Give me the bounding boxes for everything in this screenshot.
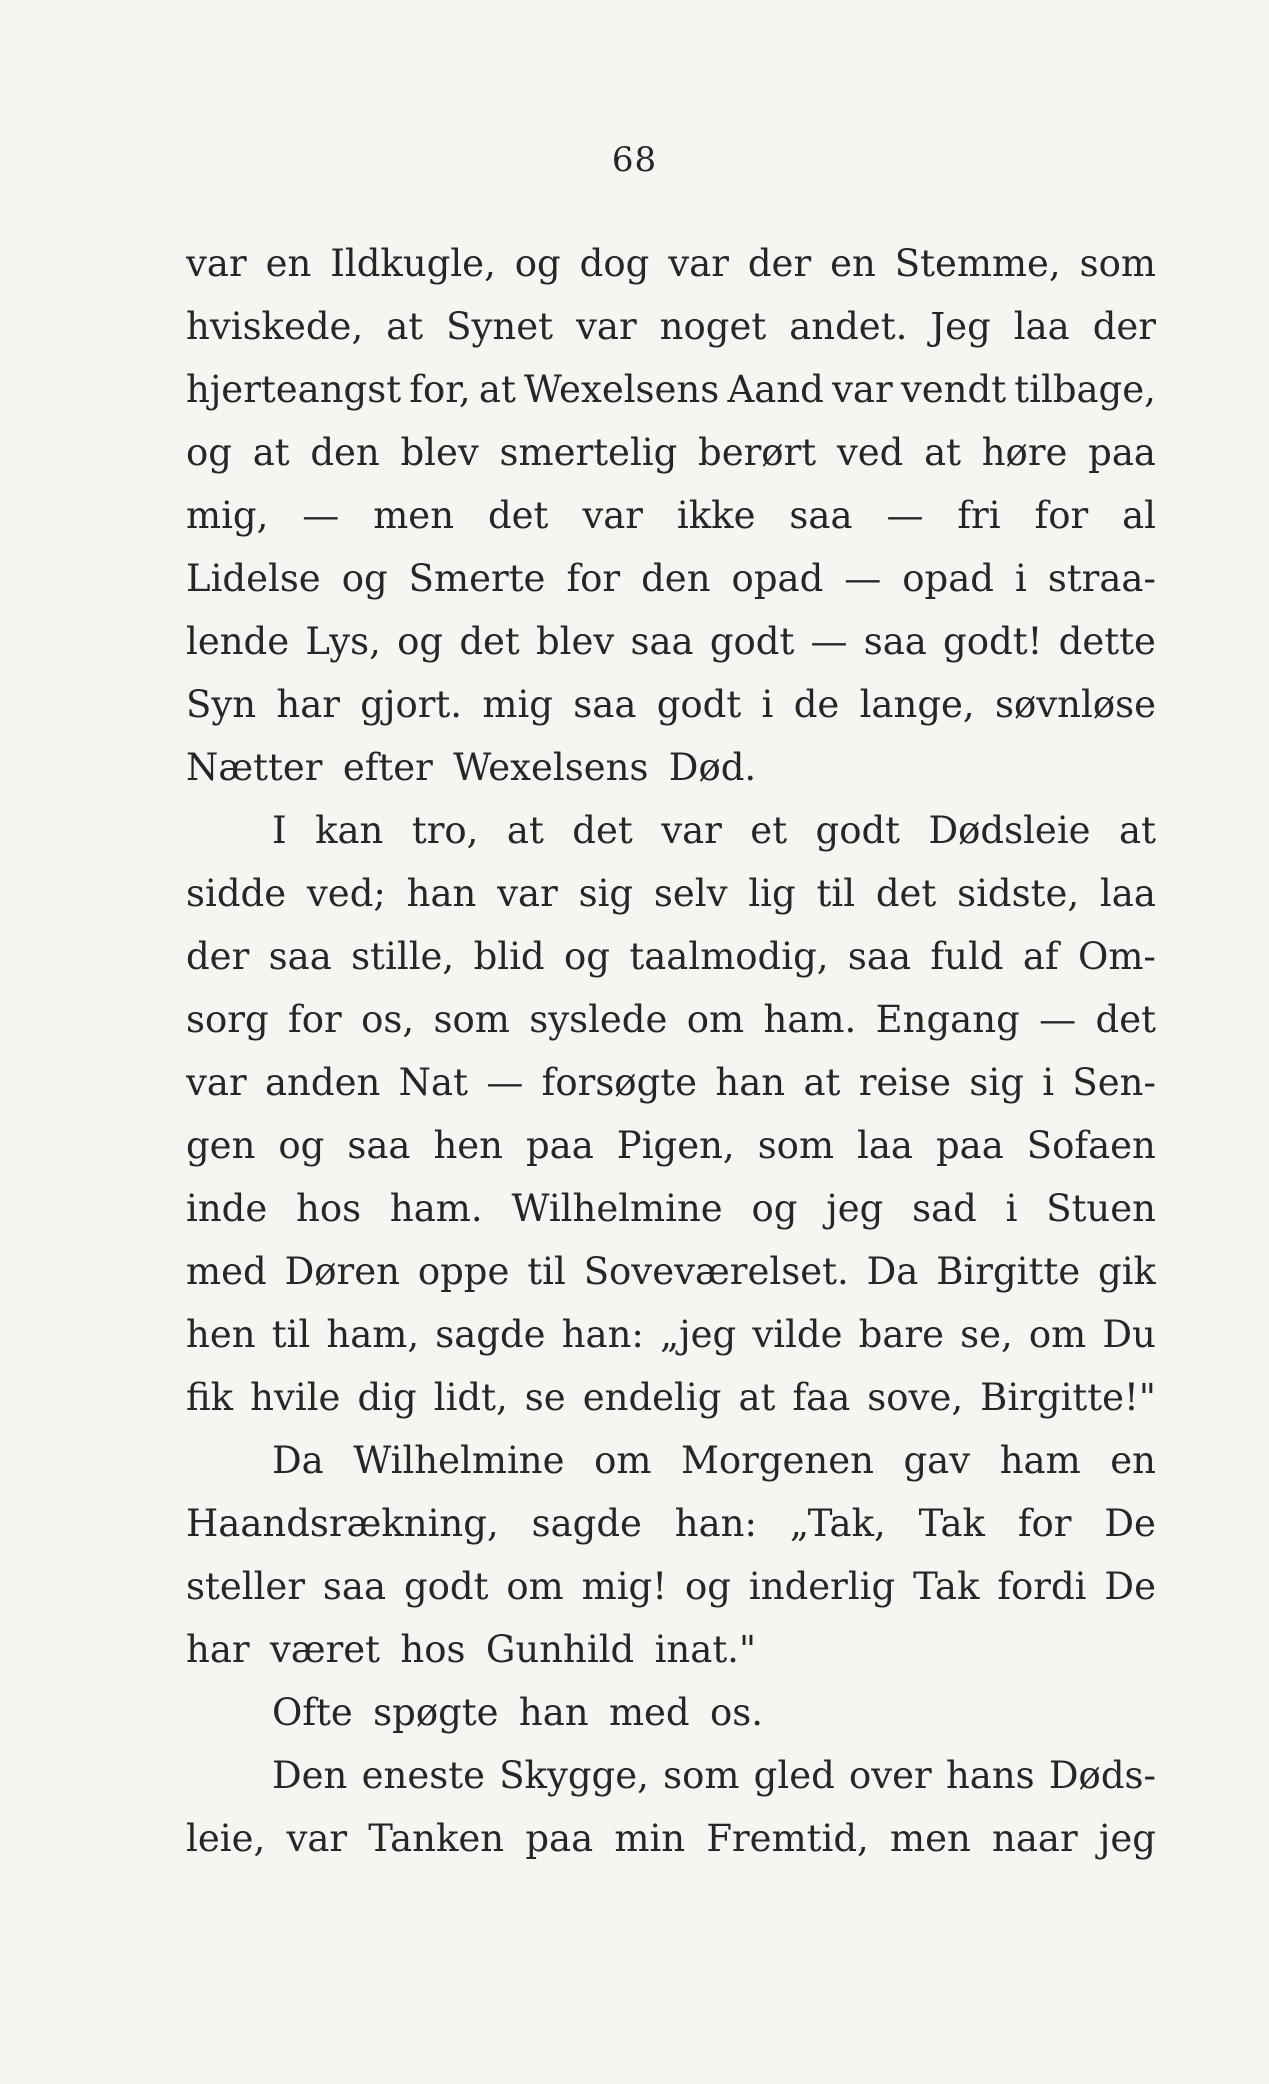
- text-line: [186, 1303, 1156, 1366]
- word: og: [685, 1565, 731, 1608]
- word: det: [1095, 998, 1156, 1041]
- word: men: [890, 1817, 971, 1860]
- word: den: [641, 557, 711, 600]
- word: ham.: [763, 998, 857, 1041]
- word: Nætter: [186, 746, 323, 789]
- word: se: [524, 1376, 566, 1419]
- word: leie,: [186, 1817, 266, 1860]
- word: Morgenen: [680, 1439, 874, 1482]
- word: var: [668, 242, 729, 285]
- word: og: [564, 935, 610, 978]
- word: Dødsleie: [928, 809, 1091, 852]
- word: Sen-: [1072, 1061, 1156, 1104]
- text-line: [186, 547, 1156, 610]
- word: det: [459, 620, 520, 663]
- word: mig!: [581, 1565, 668, 1608]
- word: fik: [186, 1376, 234, 1419]
- word: sagde: [435, 1313, 546, 1356]
- word: sig: [578, 872, 634, 915]
- word: reise: [858, 1061, 952, 1104]
- text-line: [186, 736, 1156, 799]
- word: Tak: [918, 1502, 985, 1545]
- text-line: [186, 1492, 1156, 1555]
- word: som: [433, 998, 510, 1041]
- word: høre: [981, 431, 1068, 474]
- word: for: [288, 998, 342, 1041]
- word: andet.: [789, 305, 908, 348]
- word: at: [478, 368, 516, 411]
- word: Wilhelmine: [511, 1187, 723, 1230]
- word: laa: [1099, 872, 1156, 915]
- word: Tak: [913, 1565, 980, 1608]
- word: Synet: [446, 305, 554, 348]
- word: var: [186, 242, 247, 285]
- word: lange,: [859, 683, 975, 726]
- word: Nat: [398, 1061, 468, 1104]
- word: og: [186, 431, 232, 474]
- word: godt: [709, 620, 795, 663]
- word: paa: [526, 1124, 594, 1167]
- word: i: [1014, 557, 1027, 600]
- word: saa: [863, 620, 927, 663]
- word: hviskede,: [186, 305, 364, 348]
- word: Pigen,: [616, 1124, 735, 1167]
- word: —: [1039, 998, 1077, 1041]
- text-line: [186, 358, 1156, 421]
- word: oppe: [417, 1250, 510, 1293]
- word: at: [738, 1376, 776, 1419]
- word: Haandsrækning,: [186, 1502, 499, 1545]
- word: straa-: [1047, 557, 1156, 600]
- word: laa: [1013, 305, 1070, 348]
- word: søvnløse: [994, 683, 1156, 726]
- text-line: [186, 673, 1156, 736]
- word: dog: [579, 242, 650, 285]
- word: ved: [836, 431, 904, 474]
- word: —: [886, 494, 924, 537]
- word: taalmodig,: [629, 935, 829, 978]
- text-line: [186, 295, 1156, 358]
- text-line: [186, 1555, 1156, 1618]
- word: ikke: [676, 494, 756, 537]
- word: sove,: [867, 1376, 964, 1419]
- word: han: [406, 872, 477, 915]
- word: sig: [969, 1061, 1024, 1104]
- word: var: [582, 494, 643, 537]
- word: Du: [1102, 1313, 1156, 1356]
- word: Død.: [668, 746, 757, 789]
- word: ved;: [306, 872, 386, 915]
- word: vilde: [752, 1313, 843, 1356]
- word: der: [747, 242, 812, 285]
- word: han:: [674, 1502, 757, 1545]
- word: opad: [902, 557, 994, 600]
- word: var: [497, 872, 558, 915]
- word: en: [265, 242, 312, 285]
- word: gen: [186, 1124, 256, 1167]
- word: som: [757, 1124, 835, 1167]
- word: Wexelsens: [524, 368, 720, 411]
- word: De: [1104, 1502, 1156, 1545]
- word: noget: [659, 305, 767, 348]
- word: ham: [999, 1439, 1081, 1482]
- word: hans: [945, 1754, 1035, 1797]
- word: Døds-: [1048, 1754, 1156, 1797]
- word: og: [341, 557, 388, 600]
- word: saa: [268, 935, 332, 978]
- word: —: [486, 1061, 524, 1104]
- word: han: [518, 1691, 589, 1734]
- word: inderlig: [748, 1565, 896, 1608]
- word: Smerte: [408, 557, 546, 600]
- word: at: [252, 431, 290, 474]
- word: Aand: [727, 368, 824, 411]
- word: over: [848, 1754, 932, 1797]
- word: sorg: [186, 998, 269, 1041]
- word: laa: [857, 1124, 913, 1167]
- word: saa: [630, 620, 694, 663]
- word: hos: [296, 1187, 362, 1230]
- word: dig: [357, 1376, 417, 1419]
- word: Ildkugle,: [330, 242, 496, 285]
- text-line: [186, 925, 1156, 988]
- word: smertelig: [499, 431, 678, 474]
- word: var: [286, 1817, 348, 1860]
- word: blev: [400, 431, 479, 474]
- word: steller: [186, 1565, 306, 1608]
- word: fri: [957, 494, 1001, 537]
- word: os,: [361, 998, 415, 1041]
- word: selv: [653, 872, 728, 915]
- word: bare: [858, 1313, 944, 1356]
- word: saa: [847, 935, 912, 978]
- word: godt: [656, 683, 742, 726]
- word: der: [1092, 305, 1156, 348]
- word: og: [514, 242, 561, 285]
- word: han: [715, 1061, 786, 1104]
- word: spøgte: [373, 1691, 499, 1734]
- word: Birgitte!": [980, 1376, 1156, 1419]
- word: det: [875, 872, 937, 915]
- word: —: [302, 494, 340, 537]
- word: inde: [186, 1187, 268, 1230]
- word: Stuen: [1046, 1187, 1156, 1230]
- word: hvile: [250, 1376, 341, 1419]
- word: og: [278, 1124, 325, 1167]
- text-line: [186, 1240, 1156, 1303]
- word: for: [1017, 1502, 1072, 1545]
- word: Syn: [186, 683, 257, 726]
- word: fuld: [930, 935, 1004, 978]
- text-line: [186, 484, 1156, 547]
- word: Soveværelset.: [583, 1250, 849, 1293]
- word: forsøgte: [541, 1061, 698, 1104]
- word: Lidelse: [186, 557, 321, 600]
- word: var: [576, 305, 637, 348]
- word: der: [186, 935, 250, 978]
- word: sidste,: [957, 872, 1080, 915]
- word: tilbage,: [1014, 368, 1156, 411]
- text-line: [186, 421, 1156, 484]
- word: anden: [265, 1061, 381, 1104]
- word: Da: [866, 1250, 919, 1293]
- word: et: [750, 809, 788, 852]
- word: var: [832, 368, 893, 411]
- word: lende: [186, 620, 290, 663]
- word: Lys,: [305, 620, 381, 663]
- word: mig: [482, 683, 553, 726]
- word: Om-: [1078, 935, 1156, 978]
- word: med: [608, 1691, 690, 1734]
- word: saa: [789, 494, 853, 537]
- word: gjort.: [360, 683, 463, 726]
- word: saa: [573, 683, 637, 726]
- word: tro,: [411, 809, 479, 852]
- text-line: [186, 862, 1156, 925]
- word: af: [1022, 935, 1059, 978]
- word: lig: [748, 872, 796, 915]
- word: sad: [912, 1187, 977, 1230]
- word: Engang: [875, 998, 1020, 1041]
- word: godt: [403, 1565, 489, 1608]
- word: hen: [186, 1313, 256, 1356]
- text-line: [186, 232, 1156, 295]
- word: ham,: [326, 1313, 420, 1356]
- word: syslede: [529, 998, 668, 1041]
- word: godt!: [943, 620, 1043, 663]
- word: at: [803, 1061, 841, 1104]
- word: lidt,: [433, 1376, 508, 1419]
- word: han:: [561, 1313, 644, 1356]
- word: en: [830, 242, 876, 285]
- text-line: [186, 1366, 1156, 1429]
- word: men: [373, 494, 455, 537]
- word: med: [186, 1250, 267, 1293]
- word: paa: [935, 1124, 1004, 1167]
- word: gav: [903, 1439, 971, 1482]
- word: Wexelsens: [453, 746, 649, 789]
- word: for,: [409, 368, 471, 411]
- word: Den: [272, 1754, 348, 1797]
- word: inat.": [654, 1628, 756, 1671]
- word: Tanken: [368, 1817, 505, 1860]
- page-number: 68: [611, 140, 658, 180]
- word: til: [527, 1250, 566, 1293]
- text-line: [186, 1744, 1156, 1807]
- word: Jeg: [930, 305, 991, 348]
- word: naar: [992, 1817, 1078, 1860]
- word: Stemme,: [894, 242, 1061, 285]
- word: det: [572, 809, 633, 852]
- word: I: [272, 809, 287, 852]
- word: —: [844, 557, 882, 600]
- word: en: [1110, 1439, 1156, 1482]
- word: hjerteangst: [186, 368, 402, 411]
- word: at: [386, 305, 424, 348]
- word: endelig: [582, 1376, 722, 1419]
- word: stille,: [351, 935, 455, 978]
- word: som: [663, 1754, 740, 1797]
- word: som: [1079, 242, 1156, 285]
- word: saa: [347, 1124, 411, 1167]
- word: faa: [792, 1376, 851, 1419]
- text-line: [186, 799, 1156, 862]
- word: den: [310, 431, 380, 474]
- text-line: [186, 1618, 1156, 1681]
- word: at: [924, 431, 961, 474]
- word: har: [276, 683, 340, 726]
- word: jeg: [826, 1187, 884, 1230]
- body-text: [186, 232, 1156, 1870]
- word: Sofaen: [1026, 1124, 1156, 1167]
- text-line: [186, 1429, 1156, 1492]
- word: vendt: [900, 368, 1007, 411]
- word: Skygge,: [499, 1754, 649, 1797]
- word: Wilhelmine: [353, 1439, 565, 1482]
- word: se,: [960, 1313, 1013, 1356]
- word: hos: [400, 1628, 466, 1671]
- word: sagde: [531, 1502, 642, 1545]
- word: i: [761, 683, 774, 726]
- word: har: [186, 1628, 250, 1671]
- word: paa: [525, 1817, 594, 1860]
- word: opad: [731, 557, 824, 600]
- word: for: [1034, 494, 1089, 537]
- word: til: [271, 1313, 311, 1356]
- word: i: [1042, 1061, 1055, 1104]
- word: godt: [815, 809, 901, 852]
- word: var: [661, 809, 722, 852]
- word: dette: [1058, 620, 1156, 663]
- word: Fremtid,: [706, 1817, 869, 1860]
- text-line: [186, 988, 1156, 1051]
- word: om: [686, 998, 745, 1041]
- word: berørt: [698, 431, 817, 474]
- word: jeg: [1098, 1817, 1156, 1860]
- word: og: [397, 620, 444, 663]
- word: saa: [322, 1565, 387, 1608]
- word: blev: [535, 620, 615, 663]
- word: til: [816, 872, 856, 915]
- word: Døren: [284, 1250, 400, 1293]
- word: efter: [342, 746, 433, 789]
- word: eneste: [361, 1754, 485, 1797]
- word: for: [566, 557, 621, 600]
- word: i: [1005, 1187, 1018, 1230]
- word: Gunhild: [485, 1628, 635, 1671]
- word: kan: [315, 809, 384, 852]
- text-line: [186, 1051, 1156, 1114]
- word: om: [506, 1565, 564, 1608]
- word: de: [793, 683, 840, 726]
- text-line: [186, 1681, 1156, 1744]
- word: De: [1104, 1565, 1156, 1608]
- word: at: [1119, 809, 1156, 852]
- word: Ofte: [272, 1691, 353, 1734]
- word: al: [1122, 494, 1156, 537]
- word: om: [1028, 1313, 1087, 1356]
- word: hen: [433, 1124, 504, 1167]
- word: „Tak,: [789, 1502, 886, 1545]
- word: Birgitte: [936, 1250, 1081, 1293]
- word: sidde: [186, 872, 287, 915]
- word: Da: [272, 1439, 324, 1482]
- text-line: [186, 1114, 1156, 1177]
- word: gik: [1098, 1250, 1156, 1293]
- word: os.: [709, 1691, 763, 1734]
- word: at: [506, 809, 544, 852]
- word: været: [269, 1628, 381, 1671]
- text-line: [186, 1177, 1156, 1240]
- word: min: [614, 1817, 686, 1860]
- word: mig,: [186, 494, 269, 537]
- word: gled: [753, 1754, 835, 1797]
- word: var: [186, 1061, 247, 1104]
- word: og: [751, 1187, 798, 1230]
- text-line: [186, 1807, 1156, 1870]
- word: fordi: [997, 1565, 1087, 1608]
- word: om: [594, 1439, 652, 1482]
- word: blid: [473, 935, 545, 978]
- word: det: [487, 494, 549, 537]
- word: —: [810, 620, 848, 663]
- text-line: [186, 610, 1156, 673]
- word: ham.: [389, 1187, 483, 1230]
- word: paa: [1088, 431, 1156, 474]
- word: „jeg: [660, 1313, 737, 1356]
